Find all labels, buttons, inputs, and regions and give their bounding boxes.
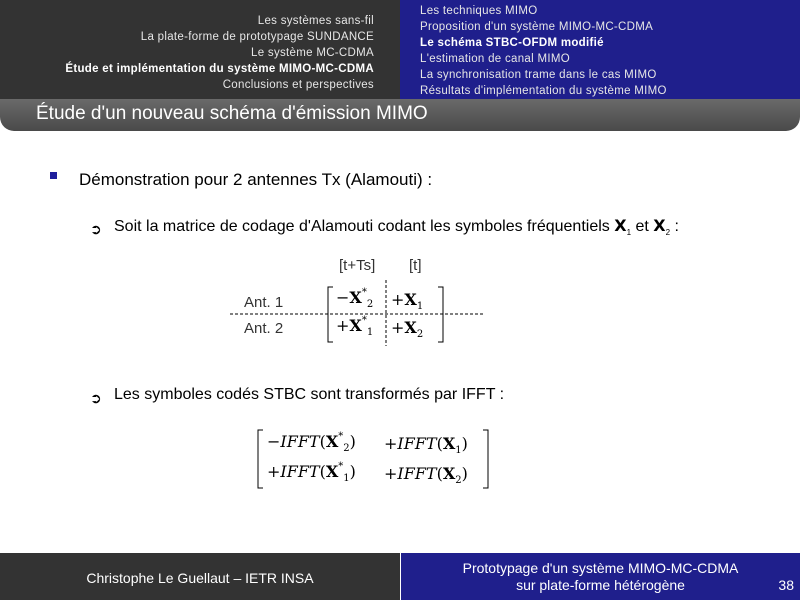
- bullet-alamouti-text: Soit la matrice de codage d'Alamouti codant les symboles fréquentiels $X_1$ et $X_2$ :: [114, 216, 679, 238]
- nav-sub-proposal[interactable]: Proposition d'un système MIMO-MC-CDMA: [420, 21, 654, 33]
- nav-section-mccdma[interactable]: Le système MC-CDMA: [251, 47, 374, 59]
- footer-author: Christophe Le Guellaut – IETR INSA: [86, 570, 314, 586]
- arrow-bullet-icon-2: ➲: [90, 390, 102, 406]
- matrix2-right-bracket: [483, 430, 488, 488]
- matrix1-cell-r1c2: $+X_1$: [391, 290, 424, 313]
- matrix2-cell-r1c1: $-IFFT(X^*_2)$: [267, 430, 356, 455]
- nav-sub-mimo-techniques[interactable]: Les techniques MIMO: [420, 5, 538, 17]
- nav-section-conclusions[interactable]: Conclusions et perspectives: [222, 79, 374, 91]
- nav-sub-frame-sync[interactable]: La synchronisation trame dans le cas MIMO: [420, 69, 657, 81]
- matrix2-cell-r1c2: $+IFFT(X_1)$: [384, 434, 468, 457]
- matrix2-left-bracket: [258, 430, 263, 488]
- row-label-ant2: Ant. 2: [244, 320, 284, 337]
- footer-title-line1: Prototypage d'un système MIMO-MC-CDMA: [462, 560, 739, 576]
- nav-sub-channel-estimation[interactable]: L'estimation de canal MIMO: [420, 53, 570, 65]
- col-label-t-ts: [t+Ts]: [339, 257, 376, 274]
- nav-section-wireless[interactable]: Les systèmes sans-fil: [257, 15, 374, 27]
- matrix2-cell-r2c1: $+IFFT(X^*_1)$: [267, 460, 356, 485]
- nav-sub-stbc-ofdm[interactable]: Le schéma STBC-OFDM modifié: [420, 37, 604, 49]
- nav-sub-results[interactable]: Résultats d'implémentation du système MIMO: [420, 85, 667, 97]
- footer-title-panel: [401, 553, 800, 600]
- page-number: 38: [778, 577, 794, 593]
- nav-section-sundance[interactable]: La plate-forme de prototypage SUNDANCE: [140, 31, 374, 43]
- nav-section-mimo-mccdma[interactable]: Étude et implémentation du système MIMO-MC-CDMA: [65, 63, 374, 75]
- arrow-bullet-icon: ➲: [90, 221, 102, 237]
- row-label-ant1: Ant. 1: [244, 294, 284, 311]
- matrix2-cell-r2c2: $+IFFT(X_2)$: [384, 464, 468, 487]
- footer-title: [401, 560, 800, 594]
- slide-title: Étude d'un nouveau schéma d'émission MIMO: [36, 103, 428, 124]
- matrix1-cell-r2c2: $+X_2$: [391, 318, 424, 341]
- footer-title-line2: sur plate-forme hétérogène: [516, 577, 685, 593]
- col-label-t: [t]: [409, 257, 422, 274]
- matrix1-cell-r1c1: $-X^*_2$: [336, 286, 374, 311]
- matrix1-cell-r2c1: $+X^*_1$: [336, 314, 374, 339]
- footer-author-panel: [0, 553, 400, 600]
- bullet-ifft-text: Les symboles codés STBC sont transformés par IFFT :: [114, 386, 505, 403]
- bullet-main-text: Démonstration pour 2 antennes Tx (Alamouti) :: [79, 170, 433, 189]
